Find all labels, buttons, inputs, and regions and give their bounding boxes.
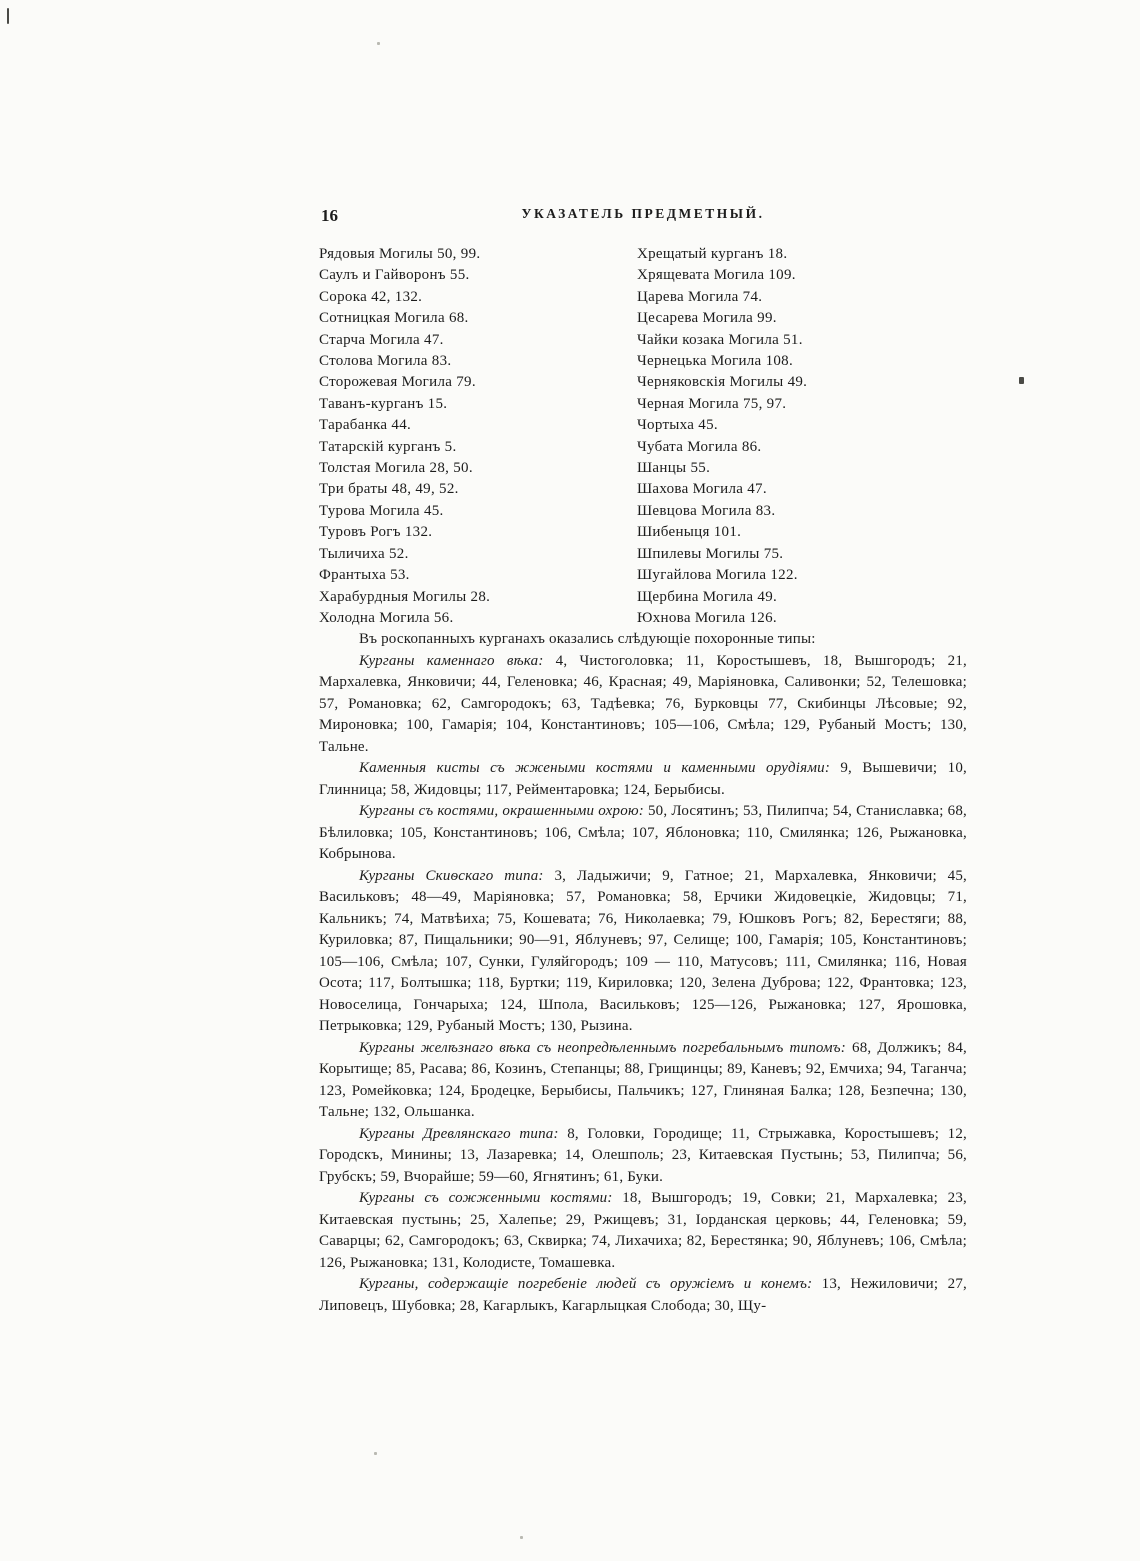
index-entry: Чубата Могила 86.	[637, 438, 762, 455]
index-entry: Хрящевата Могила 109.	[637, 267, 796, 284]
paragraph-lead: Курганы желѣзнаго вѣка съ неопредѣленнымъ погребальнымъ типомъ:	[359, 1039, 846, 1056]
paragraph-body: 8, Головки, Городище; 11, Стрыжавка, Коростышевъ; 12, Городскъ, Минины; 13, Лазаревка; 14, Олешполь; 23, Китаевская Пустынь; 53, Пилипча; 56, Грубскъ; 59, Вчорайше; 59—60, Ягнятинъ; 61, Буки.	[319, 1125, 967, 1185]
paragraph-lead: Курганы съ сожженными костями:	[359, 1190, 613, 1207]
index-entry: Таванъ-курганъ 15.	[319, 395, 448, 412]
scan-artifact	[377, 42, 380, 45]
paragraph-body: 18, Вышгородъ; 19, Совки; 21, Мархалевка; 23, Китаевская пустынь; 25, Халепье; 29, Ржищевъ; 31, Іорданская церковь; 44, Геленовка; 59, Саварцы; 62, Самгородокъ; 63, Сквирка; 74, Лихачиха; 82, Берестянка; 90, Яблуневъ; 106, Смѣла; 126, Рыжановка; 131, Колодисте, Томашевка.	[319, 1190, 967, 1271]
paragraph-lead: Курганы Скиѳскаго типа:	[359, 867, 544, 884]
index-column-right	[637, 244, 967, 629]
page-header	[319, 206, 967, 228]
index-entry: Щербина Могила 49.	[637, 588, 778, 605]
page-content	[319, 206, 967, 1317]
scan-artifact	[7, 8, 9, 24]
paragraph-body: 13, Нежиловичи; 27, Липовецъ, Шубовка; 28, Кагарлыкъ, Кагарлыцкая Слобода; 30, Щу-	[319, 1276, 967, 1314]
index-entry: Толстая Могила 28, 50.	[319, 460, 473, 477]
index-entry: Шахова Могила 47.	[637, 481, 767, 498]
paragraph-weapons-horse	[319, 1274, 967, 1317]
index-entry: Харабурдныя Могилы 28.	[319, 588, 491, 605]
body-text	[319, 629, 967, 1317]
intro-text: Въ роскопанныхъ курганахъ оказались слѣдующіе похоронные типы:	[359, 631, 816, 648]
index-entry: Франтыха 53.	[319, 567, 410, 584]
paragraph-body: 50, Лосятинъ; 53, Пилипча; 54, Станиславка; 68, Бѣлиловка; 105, Константиновъ; 106, Смѣла; 107, Яблоновка; 110, Смилянка; 126, Рыжановка, Кобрынова.	[319, 803, 967, 863]
scan-artifact	[1019, 377, 1024, 384]
paragraph-scythian-type	[319, 866, 967, 1038]
index-entry: Туровъ Рогъ 132.	[319, 524, 433, 541]
paragraph-body: 9, Вышевичи; 10, Глинница; 58, Жидовцы; 117, Рейментаровка; 124, Берыбисы.	[319, 760, 967, 798]
paragraph-iron-age	[319, 1038, 967, 1124]
index-entry: Хрещатый курганъ 18.	[637, 246, 788, 262]
index-entry: Черная Могила 75, 97.	[637, 395, 787, 412]
index-entry: Холодна Могила 56.	[319, 609, 454, 626]
paragraph-body: 68, Должикъ; 84, Корытище; 85, Расава; 86, Козинъ, Степанцы; 88, Грищинцы; 89, Каневъ; 92, Емчиха; 94, Таганча; 123, Ромейковка; 124, Бродецке, Берыбисы, Пальчикъ; 127, Глиняная Балка; 128, Безпечна; 130, Тальне; 132, Ольшанка.	[319, 1039, 967, 1121]
paragraph-burnt-bones	[319, 1188, 967, 1274]
running-title: УКАЗАТЕЛЬ ПРЕДМЕТНЫЙ.	[521, 206, 765, 221]
index-entry: Сотницкая Могила 68.	[319, 310, 469, 327]
paragraph-stone-age	[319, 651, 967, 759]
index-entry: Тарабанка 44.	[319, 417, 412, 434]
paragraph-lead: Курганы съ костями, окрашенными охрою:	[359, 803, 644, 820]
paragraph-drevlyan-type	[319, 1124, 967, 1189]
index-entry: Шпилевы Могилы 75.	[637, 545, 784, 562]
index-entry: Турова Могила 45.	[319, 502, 444, 519]
index-entry: Шугайлова Могила 122.	[637, 567, 798, 584]
paragraph-lead: Курганы, содержащіе погребеніе людей съ оружіемъ и конемъ:	[359, 1276, 813, 1293]
index-entry: Рядовыя Могилы 50, 99.	[319, 246, 481, 262]
paragraph-lead: Курганы Древлянскаго типа:	[359, 1125, 559, 1142]
index-entry: Чайки козака Могила 51.	[637, 331, 803, 348]
paragraph-stone-cists	[319, 758, 967, 801]
index-entry: Сорока 42, 132.	[319, 288, 423, 305]
paragraph-body: 4, Чистоголовка; 11, Коростышевъ, 18, Вышгородъ; 21, Мархалевка, Янковичи; 44, Геленовка; 46, Красная; 49, Маріяновка, Саливонки; 52, Телешовка; 57, Романовка; 62, Самгородокъ; 63, Тадѣевка; 76, Бурковцы 77, Скибинцы Лѣсовые; 92, Мироновка; 100, Гамарія; 104, Константиновъ; 105—106, Смѣла; 129, Рубаный Мостъ; 130, Тальне.	[319, 652, 967, 755]
subject-index	[319, 244, 967, 629]
index-entry: Тыличиха 52.	[319, 545, 409, 562]
index-entry: Столова Могила 83.	[319, 353, 452, 370]
index-column-left	[319, 244, 637, 629]
paragraph-ochre-bones	[319, 801, 967, 866]
index-entry: Юхнова Могила 126.	[637, 609, 777, 626]
index-entry: Цесарева Могила 99.	[637, 310, 777, 327]
paragraph-body: 3, Ладыжичи; 9, Гатное; 21, Мархалевка, Янковичи; 45, Васильковъ; 48—49, Маріяновка; 57, Романовка; 58, Ерчики Жидовецкіе, Жидовцы; 71, Кальникъ; 74, Матвѣиха; 75, Кошевата; 76, Николаевка; 79, Юшковъ Рогъ; 82, Берестяги; 88, Куриловка; 87, Пищальники; 90—91, Яблуневъ; 97, Селище; 100, Гамарія; 105, Константиновъ; 105—106, Смѣла; 107, Сунки, Гуляйгородъ; 109 — 110, Матусовъ; 111, Смилянка; 116, Новая Осота; 117, Болтышка; 118, Буртки; 119, Кириловка; 120, Зелена Дуброва; 122, Франтовка; 123, Новоселица, Гончарыха; 124, Шпола, Васильковъ; 125—126, Рыжановка; 127, Ярошовка, Петрыковка; 129, Рубаный Мостъ; 130, Рызина.	[319, 867, 967, 1035]
intro-paragraph	[319, 629, 967, 651]
scan-artifact	[520, 1536, 523, 1539]
index-entry: Татарскій курганъ 5.	[319, 438, 457, 455]
index-entry: Черняковскія Могилы 49.	[637, 374, 808, 391]
index-entry: Саулъ и Гайворонъ 55.	[319, 267, 470, 284]
index-entry: Три браты 48, 49, 52.	[319, 481, 459, 498]
index-entry: Шевцова Могила 83.	[637, 502, 776, 519]
scan-artifact	[374, 1452, 377, 1455]
index-entry: Старча Могила 47.	[319, 331, 444, 348]
index-entry: Царева Могила 74.	[637, 288, 763, 305]
index-entry: Сторожевая Могила 79.	[319, 374, 476, 391]
index-entry: Чортыха 45.	[637, 417, 718, 434]
index-entry: Шанцы 55.	[637, 460, 711, 477]
index-entry: Шибеныця 101.	[637, 524, 742, 541]
index-entry: Чернецька Могила 108.	[637, 353, 794, 370]
paragraph-lead: Каменныя кисты съ жжеными костями и каменными орудіями:	[359, 760, 831, 777]
paragraph-lead: Курганы каменнаго вѣка:	[359, 652, 544, 669]
page-number: 16	[321, 206, 338, 225]
